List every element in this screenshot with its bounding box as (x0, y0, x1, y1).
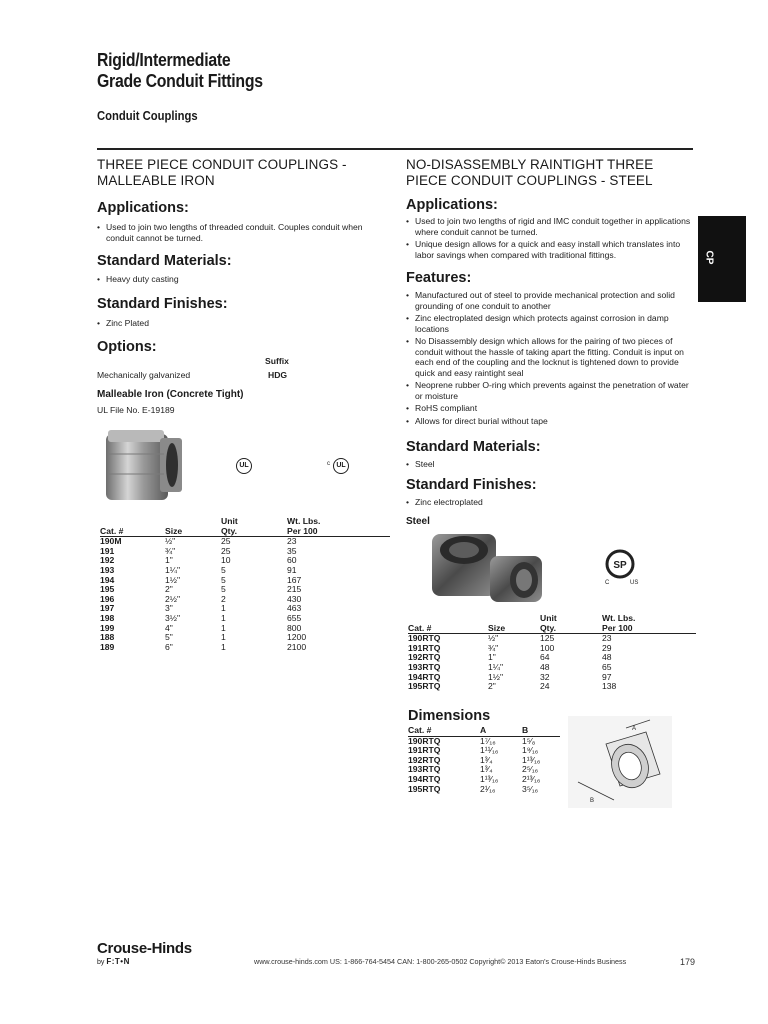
table-cell: 1³⁄₄ (480, 754, 493, 765)
table-row (408, 653, 696, 663)
col-header: Wt. Lbs. Per 100 (602, 614, 696, 634)
left-title-line-2: MALLEABLE IRON (97, 173, 215, 188)
table-header-row (100, 517, 390, 537)
table-cell: 191RTQ (408, 745, 441, 756)
col-header: Cat. # (408, 614, 488, 634)
table-cell: 138 (602, 681, 617, 692)
table-cell: 5 (221, 584, 226, 595)
left-finishes-list (97, 318, 379, 331)
col-header: Size (488, 614, 540, 634)
table-cell: 800 (287, 622, 302, 633)
crouse-hinds-logo: Crouse-Hinds (97, 940, 192, 957)
table-row (100, 604, 390, 614)
table-cell: 167 (287, 574, 302, 585)
table-cell: 1200 (287, 632, 307, 643)
table-row (408, 682, 696, 692)
list-item: • Allows for direct burial without tape (406, 416, 696, 427)
table-cell: 10 (221, 555, 231, 566)
table-cell: 2¹³⁄₁₆ (522, 773, 541, 784)
table-cell: 1¹³⁄₁₆ (522, 754, 541, 765)
dimension-b-label: B (590, 798, 595, 804)
table-cell: 1 (221, 603, 226, 614)
dimension-diagram (568, 716, 672, 808)
table-cell: 193 (100, 564, 115, 575)
csa-us-text: US (630, 580, 639, 586)
list-item: • Steel (406, 459, 694, 470)
list-item: • Zinc electroplated design which protects against corrosion in damp locations (406, 313, 696, 334)
list-item: • Zinc Plated (97, 318, 379, 329)
right-materials-list (406, 459, 694, 472)
table-cell: 48 (602, 652, 612, 663)
table-row (100, 537, 390, 547)
table-cell: 192 (100, 555, 115, 566)
table-cell: 1¼" (165, 564, 180, 575)
table-cell: 215 (287, 584, 302, 595)
list-item: • No Disassembly design which allows for the pairing of two pieces of conduit without the hassle of taking apart the fitting. Conduit is input on each end of the coupling and the locknut is tightened down to provide quick and easy raintight seal (406, 336, 696, 378)
left-title-line-1: THREE PIECE CONDUIT COUPLINGS - (97, 157, 347, 172)
table-cell: 198 (100, 612, 115, 623)
list-item: • Zinc electroplated (406, 497, 694, 508)
table-cell: 195 (100, 584, 115, 595)
table-cell: 194 (100, 574, 115, 585)
right-applications-heading: Applications: (406, 197, 498, 213)
table-cell: 191 (100, 545, 115, 556)
right-finishes-heading: Standard Finishes: (406, 477, 537, 493)
table-cell: 191RTQ (408, 642, 441, 653)
table-cell: 1⁵⁄₈ (522, 735, 536, 746)
table-cell: 1⁷⁄₁₆ (480, 735, 496, 746)
table-row (100, 643, 390, 653)
table-cell: 1½" (165, 574, 180, 585)
table-cell: 193RTQ (408, 764, 441, 775)
cul-listed-icon (333, 458, 349, 474)
section-tab-label: CP (703, 250, 715, 265)
table-cell: 25 (221, 536, 231, 547)
table-row (408, 785, 560, 795)
table-cell: ¾" (488, 642, 499, 653)
table-cell: 1½" (488, 671, 503, 682)
table-cell: 5 (221, 564, 226, 575)
table-header-row (408, 726, 560, 736)
table-cell: 188 (100, 632, 115, 643)
table-body (408, 634, 696, 692)
table-cell: 97 (602, 671, 612, 682)
table-cell: 1 (221, 632, 226, 643)
right-finishes-list (406, 497, 694, 510)
table-cell: 194RTQ (408, 773, 441, 784)
left-materials-list (97, 274, 379, 287)
table-row (408, 673, 696, 683)
option-suffix: HDG (268, 370, 288, 380)
table-row (100, 614, 390, 624)
table-row (408, 663, 696, 673)
left-materials-heading: Standard Materials: (97, 253, 232, 269)
list-item: • Manufactured out of steel to provide mechanical protection and solid grounding of one conduit to another (406, 290, 696, 311)
list-item: • Used to join two lengths of threaded conduit. Couples conduit when conduit cannot be turned. (97, 222, 379, 243)
table-cell: 189 (100, 641, 115, 652)
dimensions-table (408, 726, 560, 794)
table-cell: 32 (540, 671, 550, 682)
table-cell: 2" (165, 584, 173, 595)
left-product-heading: Malleable Iron (Concrete Tight) (97, 389, 244, 400)
table-body (100, 537, 390, 653)
table-cell: ½" (488, 633, 499, 644)
table-cell: 2¹⁄₁₆ (480, 783, 496, 794)
list-item: • Unique design allows for a quick and easy install which translates into labor savings when compared with traditional fittings. (406, 239, 694, 260)
features-heading: Features: (406, 270, 472, 286)
table-cell: 23 (287, 536, 297, 547)
table-cell: 655 (287, 612, 302, 623)
table-cell: 190RTQ (408, 735, 441, 746)
table-cell: 192RTQ (408, 652, 441, 663)
col-header: Size (165, 517, 221, 537)
cul-mark-text: UL (336, 462, 346, 469)
csa-mark-text: SP (613, 560, 627, 571)
table-cell: 64 (540, 652, 550, 663)
table-body (408, 736, 560, 794)
table-cell: 60 (287, 555, 297, 566)
dimension-a-label: A (632, 726, 637, 732)
left-applications-list (97, 222, 379, 245)
right-column-title (406, 157, 706, 189)
table-row (100, 595, 390, 605)
table-row (100, 633, 390, 643)
steel-coupling-table (408, 614, 696, 692)
table-cell: 3⁵⁄₁₆ (522, 783, 539, 794)
table-cell: 190M (100, 536, 122, 547)
col-header: Wt. Lbs. Per 100 (287, 517, 390, 537)
dimensions-heading: Dimensions (408, 708, 491, 724)
section-tab[interactable] (698, 216, 746, 302)
table-cell: 463 (287, 603, 302, 614)
page-number: 179 (680, 957, 696, 967)
table-cell: 48 (540, 661, 550, 672)
right-product-heading: Steel (406, 516, 430, 527)
page-title (97, 50, 263, 92)
right-title-line-1: NO-DISASSEMBLY RAINTIGHT THREE (406, 157, 654, 172)
table-cell: 193RTQ (408, 661, 441, 672)
table-cell: 35 (287, 545, 297, 556)
left-column (97, 157, 387, 189)
table-cell: 199 (100, 622, 115, 633)
table-header-row (408, 614, 696, 634)
ul-listed-icon (236, 458, 252, 474)
page-subtitle: Conduit Couplings (97, 109, 198, 123)
right-applications-list (406, 216, 694, 262)
list-item: • Neoprene rubber O-ring which prevents against the penetration of water or moisture (406, 380, 696, 401)
col-header: B (522, 726, 560, 736)
footer-by-text: by (97, 959, 105, 966)
table-row (100, 556, 390, 566)
table-row (100, 585, 390, 595)
title-line-2: Grade Conduit Fittings (97, 71, 263, 91)
table-cell: 2 (221, 593, 226, 604)
col-header: Cat. # (408, 726, 480, 736)
col-header: Cat. # (100, 517, 165, 537)
table-cell: 1 (221, 641, 226, 652)
table-cell: 25 (221, 545, 231, 556)
table-cell: ¾" (165, 545, 176, 556)
footer-by (97, 957, 130, 966)
malleable-coupling-image (104, 424, 184, 504)
table-cell: 192RTQ (408, 754, 441, 765)
table-cell: 23 (602, 633, 612, 644)
malleable-coupling-table (100, 517, 390, 652)
right-materials-heading: Standard Materials: (406, 439, 541, 455)
col-header: A (480, 726, 522, 736)
table-cell: 125 (540, 633, 555, 644)
list-item: • Heavy duty casting (97, 274, 379, 285)
table-cell: 1 (221, 622, 226, 633)
table-cell: 1" (488, 652, 496, 663)
table-cell: 3" (165, 603, 173, 614)
table-cell: 195RTQ (408, 681, 441, 692)
table-cell: 197 (100, 603, 115, 614)
table-cell: 29 (602, 642, 612, 653)
features-list (406, 290, 696, 428)
left-column-title (97, 157, 387, 189)
table-cell: 195RTQ (408, 783, 441, 794)
table-cell: 65 (602, 661, 612, 672)
table-cell: 1" (165, 555, 173, 566)
table-cell: 1⁹⁄₁₆ (522, 745, 539, 756)
table-cell: 91 (287, 564, 297, 575)
table-cell: 1¹¹⁄₁₆ (480, 745, 499, 756)
table-cell: 6" (165, 641, 173, 652)
table-cell: 1¹³⁄₁₆ (480, 773, 499, 784)
table-row (100, 566, 390, 576)
csa-certification-icon (600, 546, 644, 586)
table-cell: 5 (221, 574, 226, 585)
table-row (100, 547, 390, 557)
cul-c-text: c (327, 461, 330, 467)
option-name: Mechanically galvanized (97, 370, 191, 380)
table-cell: 100 (540, 642, 555, 653)
eaton-logo: F:T•N (106, 957, 130, 966)
header-rule (97, 148, 693, 150)
col-header: Unit Qty. (221, 517, 287, 537)
list-item: • Used to join two lengths of rigid and IMC conduit together in applications where conduit cannot be turned. (406, 216, 694, 237)
ul-mark-text: UL (239, 462, 249, 469)
table-cell: 1 (221, 612, 226, 623)
table-cell: 24 (540, 681, 550, 692)
list-item: • RoHS compliant (406, 403, 696, 414)
left-finishes-heading: Standard Finishes: (97, 296, 228, 312)
table-cell: 196 (100, 593, 115, 604)
left-options-heading: Options: (97, 339, 157, 355)
table-cell: ½" (165, 536, 176, 547)
left-applications-heading: Applications: (97, 200, 189, 216)
table-cell: 5" (165, 632, 173, 643)
steel-coupling-image (428, 530, 548, 610)
footer-contact-text: www.crouse-hinds.com US: 1-866-764-5454 CAN: 1-800-265-0502 Copyright© 2013 Eaton's Crouse-Hinds Business (254, 957, 627, 966)
table-cell: 1³⁄₄ (480, 764, 493, 775)
options-suffix-header: Suffix (265, 356, 289, 366)
table-cell: 4" (165, 622, 173, 633)
table-cell: 1¼" (488, 661, 503, 672)
col-header: Unit Qty. (540, 614, 602, 634)
table-row (100, 624, 390, 634)
ul-file-number: UL File No. E-19189 (97, 405, 175, 415)
csa-c-text: C (605, 580, 610, 586)
table-cell: 430 (287, 593, 302, 604)
title-line-1: Rigid/Intermediate (97, 50, 231, 70)
table-row (408, 644, 696, 654)
table-cell: 2" (488, 681, 496, 692)
right-title-line-2: PIECE CONDUIT COUPLINGS - STEEL (406, 173, 653, 188)
table-row (100, 576, 390, 586)
table-cell: 2100 (287, 641, 307, 652)
table-cell: 2⁵⁄₁₆ (522, 764, 539, 775)
table-cell: 194RTQ (408, 671, 441, 682)
table-cell: 3½" (165, 612, 180, 623)
table-cell: 190RTQ (408, 633, 441, 644)
table-cell: 2½" (165, 593, 180, 604)
